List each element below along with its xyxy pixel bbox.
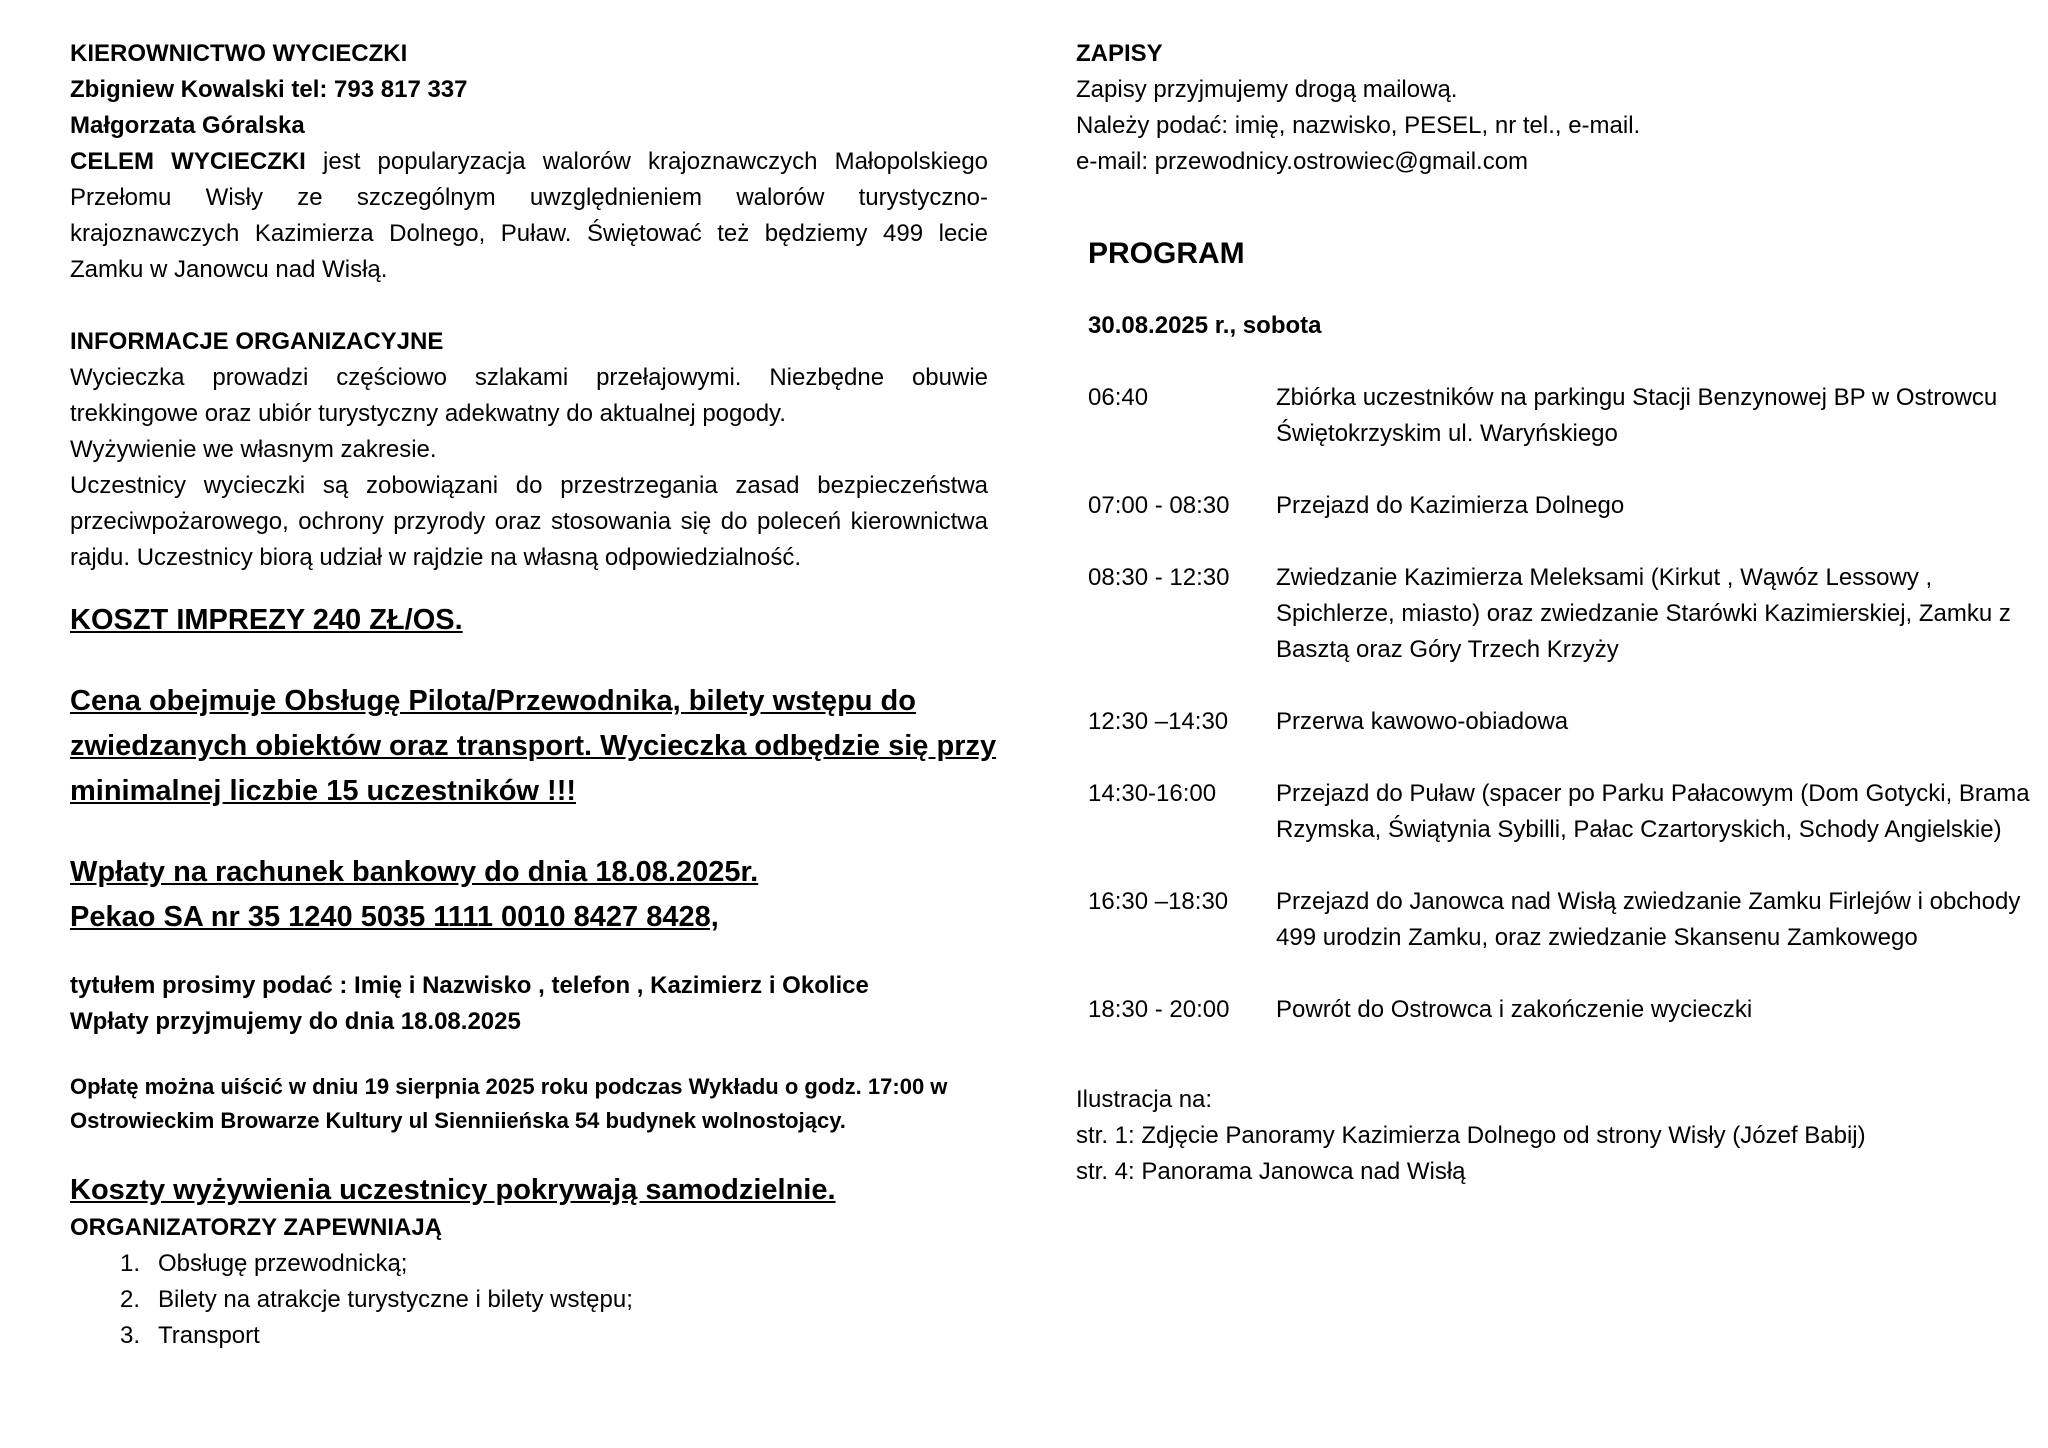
illustration-line-2: str. 4: Panorama Janowca nad Wisłą [1076,1158,1466,1185]
org-heading: INFORMACJE ORGANIZACYJNE [70,328,444,355]
price-line-2: zwiedzanych obiektów oraz transport. Wycieczka odbędzie się przy [70,730,997,762]
signup-line-2: Należy podać: imię, nazwisko, PESEL, nr tel., e-mail. [1076,112,1641,139]
list-item: 1. Obsługę przewodnicką; [119,1250,408,1277]
payment-line-2: Pekao SA nr 35 1240 5035 1111 0010 8427 8428, [70,901,719,933]
program-date: 30.08.2025 r., sobota [1088,312,1322,339]
program-row: 06:40 Zbiórka uczestników na parkingu Stacji Benzynowej BP w Ostrowcu Świętokrzyskim ul. Waryńskiego [1088,384,1998,447]
illustration-line-1: str. 1: Zdjęcie Panoramy Kazimierza Dolnego od strony Wisły (Józef Babij) [1076,1122,1866,1149]
cash-line-2: Ostrowieckim Browarze Kultury ul Sienniieńska 54 budynek wolnostojący. [70,1108,846,1133]
accept-line: Wpłaty przyjmujemy do dnia 18.08.2025 [70,1008,521,1035]
list-item: 2. Bilety na atrakcje turystyczne i bilety wstępu; [119,1286,633,1313]
food-costs: Koszty wyżywienia uczestnicy pokrywają samodzielnie. [70,1174,836,1206]
program-row: 14:30-16:00 Przejazd do Puław (spacer po Parku Pałacowym (Dom Gotycki, Brama Rzymska, Świątynia Sybilli, Pałac Czartoryskich, Schody Angielskie) [1088,780,2030,843]
program-row: 07:00 - 08:30 Przejazd do Kazimierza Dolnego [1088,492,1625,519]
signup-line-1: Zapisy przyjmujemy drogą mailową. [1076,76,1458,103]
program-row: 18:30 - 20:00 Powrót do Ostrowca i zakończenie wycieczki [1088,996,1753,1023]
goal-label: CELEM WYCIECZKI [70,148,306,175]
org-paragraph-2: Wyżywienie we własnym zakresie. [70,436,437,463]
price-line-3: minimalnej liczbie 15 uczestników !!! [70,775,577,807]
payment-line-1: Wpłaty na rachunek bankowy do dnia 18.08.2025r. [70,856,759,888]
list-item: 3. Transport [119,1322,260,1349]
leader-contact: Zbigniew Kowalski tel: 793 817 337 [70,76,468,103]
program-heading: PROGRAM [1088,237,1245,270]
illustration-heading: Ilustracja na: [1076,1086,1213,1113]
program-row: 08:30 - 12:30 Zwiedzanie Kazimierza Meleksami (Kirkut , Wąwóz Lessowy , Spichlerze, miasto) oraz zwiedzanie Starówki Kazimierskiej, Zamku z Basztą oraz Góry Trzech Krzyży [1088,564,2011,663]
provide-heading: ORGANIZATORZY ZAPEWNIAJĄ [70,1214,443,1241]
right-column [1076,0,2036,1190]
transfer-title-line: tytułem prosimy podać : Imię i Nazwisko , telefon , Kazimierz i Okolice [70,972,869,999]
org-paragraph-3: Uczestnicy wycieczki są zobowiązani do przestrzegania zasad bezpieczeństwa przeciwpożarowego, ochrony przyrody oraz stosowania się do poleceń kierownictwa rajdu. Uczestnicy biorą udział w rajdzie na własną odpowiedzialność. [70,472,988,571]
cash-line-1: Opłatę można uiścić w dniu 19 sierpnia 2025 roku podczas Wykładu o godz. 17:00 w [70,1074,948,1099]
goal-paragraph [70,144,988,288]
leader-second: Małgorzata Góralska [70,112,305,139]
program-row: 12:30 –14:30 Przerwa kawowo-obiadowa [1088,708,1569,735]
goal-text: jest popularyzacja walorów krajoznawczych Małopolskiego Przełomu Wisły ze szczególnym uwzględnieniem walorów turystyczno-krajoznawczych Kazimierza Dolnego, Puław. Świętować też będziemy 499 lecie Zamku w Janowcu nad Wisłą. [70,148,989,283]
leader-heading: KIEROWNICTWO WYCIECZKI [70,40,408,67]
provide-list [70,1246,988,1354]
org-paragraph-1: Wycieczka prowadzi częściowo szlakami przełajowymi. Niezbędne obuwie trekkingowe oraz ubiór turystyczny adekwatny do aktualnej pogody. [70,364,988,427]
program-row: 16:30 –18:30 Przejazd do Janowca nad Wisłą zwiedzanie Zamku Firlejów i obchody 499 urodzin Zamku, oraz zwiedzanie Skansenu Zamkowego [1088,888,2021,951]
left-column [70,0,997,1354]
cost-line: KOSZT IMPREZY 240 ZŁ/OS. [70,604,463,636]
signup-email: e-mail: przewodnicy.ostrowiec@gmail.com [1076,148,1529,175]
price-line-1: Cena obejmuje Obsługę Pilota/Przewodnika, bilety wstępu do [70,685,916,717]
signup-heading: ZAPISY [1076,40,1163,67]
